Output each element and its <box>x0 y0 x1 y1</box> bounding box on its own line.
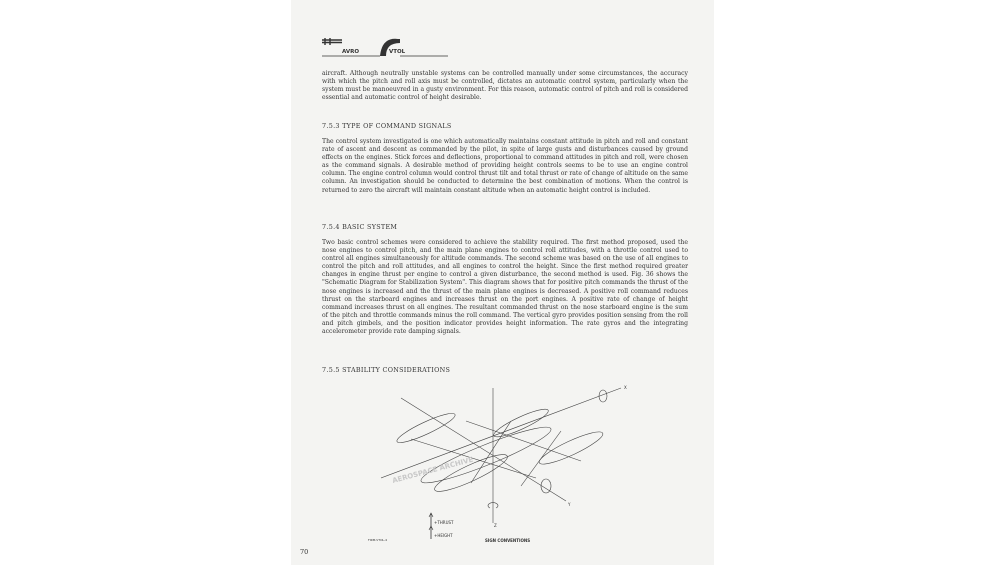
arrow-emblem-icon <box>322 38 342 45</box>
logo-division: VTOL <box>389 49 406 55</box>
paragraph-basic-system: Two basic control schemes were considered to achieve the stability required. The first method proposed, used the nose engines to control pitch, and the main plane engines to control roll attitudes, with a throttle control used to control all engines simultaneously for altitude commands. The second scheme was based on the use of all engines to control the pitch and roll attitudes, and all engines to control the height. Since the first method required greater changes in engine thrust per engine to control a given disturbance, the second method is used. Fig. 36 shows the "Schematic Diagram for Stabilization System". This diagram shows that for positive pitch commands the thrust of the nose engines is increased and the thrust of the main plane engines is decreased. A positive roll command reduces thrust on the starboard engines and increases thrust on the port engines. A positive rate of change of height command increases thrust on all engines. The resultant commanded thrust on the nose starboard engine is the sum of the pitch and throttle commands minus the roll command. The vertical gyro provides position sensing from the roll and pitch gimbels, and the position indicator provides height information. The rate gyros and the integrating accelerometer provide rate damping signals. <box>322 239 688 336</box>
nacelle-main-right <box>536 427 605 469</box>
heading-stability: 7.5.5 STABILITY CONSIDERATIONS <box>322 366 451 374</box>
paragraph-command-signals: The control system investigated is one which automatically maintains constant attitude in pitch and roll and constant rate of ascent and descent as commanded by the pilot, in spite of large gusts and disturbances caused by ground effects on the engines. Stick forces and deflections, proportional to command attitudes in pitch and roll, were chosen as the command signals. A desirable method of providing height controls seems to be to use an engine control column. The engine control column would control thrust tilt and total thrust or rate of change of altitude on the same column. An investigation should be conducted to determine the best combination of motions. When the control is returned to zero the aircraft will maintain constant altitude when an automatic height control is included. <box>322 138 688 194</box>
watermark-text: AEROSPACE ARCHIVE <box>391 455 475 485</box>
avro-vtol-logo <box>320 33 450 65</box>
drawing-number: FIRM-VTOL-4 <box>368 538 388 542</box>
axis-z-label: Z <box>494 523 497 528</box>
logo-brand: AVRO <box>342 49 360 55</box>
axis-y-label: Y <box>568 502 571 507</box>
fuselage <box>417 420 554 491</box>
heading-command-signals: 7.5.3 TYPE OF COMMAND SIGNALS <box>322 122 452 130</box>
paragraph-intro: aircraft. Although neutrally unstable systems can be controlled manually under some circumstances, the accuracy with which the pitch and roll axis must be controlled, dictates an automatic control system, particularly when the system must be manoeuvred in a gusty environment. For this reason, automatic control of pitch and roll is considered essential and automatic control of height desirable. <box>322 70 688 102</box>
document-page <box>291 0 714 565</box>
heading-basic-system: 7.5.4 BASIC SYSTEM <box>322 223 398 231</box>
nacelle-front-left <box>394 409 457 447</box>
page-number: 70 <box>300 548 309 556</box>
thrust-label: +THRUST <box>434 520 454 525</box>
axis-x-label: X <box>624 385 627 390</box>
sign-conventions-figure <box>368 383 651 548</box>
height-label: +HEIGHT <box>434 533 453 538</box>
figure-caption: SIGN CONVENTIONS <box>485 538 531 543</box>
aircraft-diagram <box>371 383 651 548</box>
nacelle-front-right <box>491 405 550 441</box>
